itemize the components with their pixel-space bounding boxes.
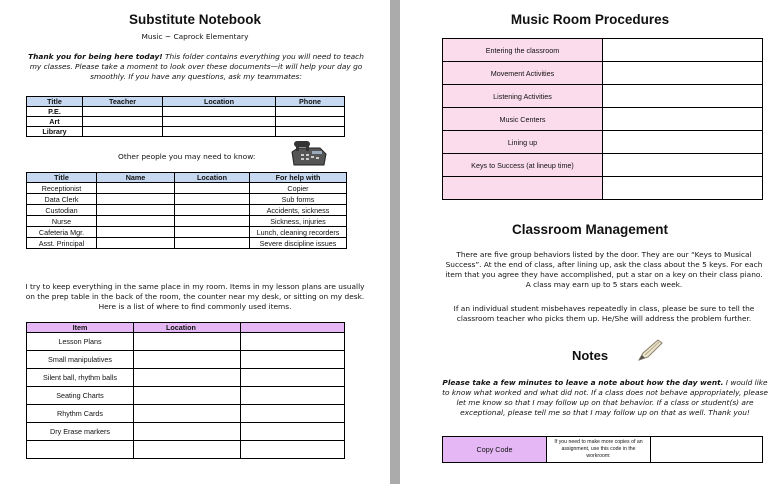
col-header-blank — [241, 323, 345, 333]
procedures-table — [442, 38, 763, 200]
cell[interactable] — [175, 238, 250, 249]
item-name: Seating Charts — [27, 387, 134, 405]
table-row — [443, 62, 763, 85]
row-title: Art — [27, 117, 83, 127]
row-title: Asst. Principal — [27, 238, 97, 249]
table-row — [27, 405, 345, 423]
col-header-title: Title — [27, 173, 97, 183]
cell[interactable] — [241, 369, 345, 387]
others-table — [26, 172, 347, 249]
procedure-label: Lining up — [443, 131, 603, 154]
notes-bold: Please take a few minutes to leave a note about how the day went. — [442, 378, 724, 387]
procedure-label: Movement Activities — [443, 62, 603, 85]
cell[interactable] — [241, 423, 345, 441]
table-row — [27, 333, 345, 351]
cell[interactable] — [134, 405, 241, 423]
copy-code-field[interactable] — [651, 437, 763, 463]
cell[interactable] — [175, 194, 250, 205]
col-header-item: Item — [27, 323, 134, 333]
col-header-location: Location — [134, 323, 241, 333]
row-help: Accidents, sickness — [250, 205, 347, 216]
cell[interactable] — [163, 127, 276, 137]
cell[interactable] — [83, 107, 163, 117]
table-row — [443, 108, 763, 131]
item-name: Rhythm Cards — [27, 405, 134, 423]
procedure-label: Listening Activities — [443, 85, 603, 108]
row-title: Nurse — [27, 216, 97, 227]
cell[interactable] — [241, 333, 345, 351]
cell[interactable] — [134, 441, 241, 459]
col-header-phone: Phone — [276, 97, 345, 107]
table-row — [27, 238, 347, 249]
cell[interactable] — [603, 177, 763, 200]
table-row — [443, 177, 763, 200]
table-row — [27, 369, 345, 387]
col-header-teacher: Teacher — [83, 97, 163, 107]
cell[interactable] — [241, 405, 345, 423]
management-title: Classroom Management — [511, 222, 669, 237]
cell[interactable] — [241, 441, 345, 459]
row-title: Library — [27, 127, 83, 137]
page-title: Substitute Notebook — [129, 12, 261, 27]
row-help: Severe discipline issues — [250, 238, 347, 249]
item-name — [27, 441, 134, 459]
table-row — [27, 441, 345, 459]
col-header-name: Name — [97, 173, 175, 183]
cell[interactable] — [97, 205, 175, 216]
table-row — [27, 227, 347, 238]
cell[interactable] — [276, 127, 345, 137]
notes-title: Notes — [571, 348, 609, 363]
table-row — [443, 39, 763, 62]
cell[interactable] — [603, 62, 763, 85]
col-header-location: Location — [175, 173, 250, 183]
cell[interactable] — [97, 216, 175, 227]
right-page — [400, 0, 780, 484]
cell[interactable] — [175, 216, 250, 227]
cell[interactable] — [175, 205, 250, 216]
cell[interactable] — [97, 183, 175, 194]
cell[interactable] — [134, 369, 241, 387]
copy-code-table — [442, 436, 763, 463]
row-title: Receptionist — [27, 183, 97, 194]
page-subtitle: Music ~ Caprock Elementary — [141, 32, 249, 41]
cell[interactable] — [603, 131, 763, 154]
cell[interactable] — [83, 117, 163, 127]
cell[interactable] — [276, 107, 345, 117]
items-paragraph: I try to keep everything in the same place in my room. Items in my lesson plans are usually on the prep table in the back of the room, the counter near my desk, or sitting on my desk. Here is a list of where to find commonly used items. — [25, 282, 365, 311]
cell[interactable] — [97, 194, 175, 205]
col-header-help: For help with — [250, 173, 347, 183]
row-title: Custodian — [27, 205, 97, 216]
cell[interactable] — [134, 333, 241, 351]
row-title: Cafeteria Mgr. — [27, 227, 97, 238]
desk-phone-icon — [288, 138, 328, 168]
cell[interactable] — [276, 117, 345, 127]
table-row — [443, 131, 763, 154]
row-help: Sickness, injuries — [250, 216, 347, 227]
table-row — [27, 183, 347, 194]
cell[interactable] — [603, 154, 763, 177]
cell[interactable] — [603, 39, 763, 62]
col-header-title: Title — [27, 97, 83, 107]
row-help: Lunch, cleaning recorders — [250, 227, 347, 238]
table-row — [27, 205, 347, 216]
table-row — [443, 154, 763, 177]
col-header-location: Location — [163, 97, 276, 107]
intro-rest: This folder contains everything you will need to teach my classes. Please take a moment to look over these documents—it will help your day go smoothly. If you have any questions, ask my teammates: — [29, 52, 364, 81]
notes-rest: I would like to know what worked and what did not. If a class does not behave appropriately, please let me know so that I may follow up on that behavior. If a class or student(s) are exceptional, please tell me so that I may follow up on that as well. Thank you! — [442, 378, 768, 417]
cell[interactable] — [603, 85, 763, 108]
intro-bold: Thank you for being here today! — [28, 52, 163, 61]
cell[interactable] — [163, 107, 276, 117]
procedure-label: Entering the classroom — [443, 39, 603, 62]
management-paragraph-2: If an individual student misbehaves repeatedly in class, please be sure to tell the classroom teacher who picks them up. He/She will address the problem further. — [453, 304, 755, 323]
teammates-header-row — [27, 97, 345, 107]
table-row — [27, 117, 345, 127]
cell[interactable] — [97, 227, 175, 238]
cell[interactable] — [241, 387, 345, 405]
procedure-label: Keys to Success (at lineup time) — [443, 154, 603, 177]
cell[interactable] — [175, 227, 250, 238]
others-label: Other people you may need to know: — [118, 152, 256, 161]
table-row — [27, 194, 347, 205]
table-row — [443, 85, 763, 108]
table-row — [27, 107, 345, 117]
fountain-pen-icon — [636, 338, 664, 362]
cell[interactable] — [603, 108, 763, 131]
table-row — [27, 216, 347, 227]
copy-code-label: Copy Code — [443, 437, 547, 463]
procedures-title: Music Room Procedures — [510, 12, 670, 27]
items-header-row — [27, 323, 345, 333]
item-name: Silent ball, rhythm balls — [27, 369, 134, 387]
table-row — [27, 387, 345, 405]
teammates-table — [26, 96, 345, 137]
cell[interactable] — [241, 351, 345, 369]
cell[interactable] — [134, 387, 241, 405]
table-row — [27, 127, 345, 137]
procedure-label — [443, 177, 603, 200]
row-help: Sub forms — [250, 194, 347, 205]
notes-paragraph — [440, 378, 770, 418]
cell[interactable] — [163, 117, 276, 127]
table-row — [443, 437, 763, 463]
intro-paragraph — [26, 52, 366, 82]
procedure-label: Music Centers — [443, 108, 603, 131]
item-name: Small manipulatives — [27, 351, 134, 369]
item-name: Dry Erase markers — [27, 423, 134, 441]
row-help: Copier — [250, 183, 347, 194]
cell[interactable] — [134, 351, 241, 369]
copy-code-note: If you need to make more copies of an assignment, use this code in the workroom: — [547, 437, 651, 463]
cell[interactable] — [175, 183, 250, 194]
table-row — [27, 351, 345, 369]
cell[interactable] — [97, 238, 175, 249]
table-row — [27, 423, 345, 441]
item-name: Lesson Plans — [27, 333, 134, 351]
cell[interactable] — [83, 127, 163, 137]
row-title: P.E. — [27, 107, 83, 117]
cell[interactable] — [134, 423, 241, 441]
management-paragraph-1: There are five group behaviors listed by the door. They are our “Keys to Musical Success”. At the end of class, after lining up, ask the class about the 5 keys. For each item that you agree they have accomplished, put a star on a key on their class piano. A class may earn up to 5 stars each week. — [445, 250, 763, 289]
others-header-row — [27, 173, 347, 183]
row-title: Data Clerk — [27, 194, 97, 205]
items-table — [26, 322, 345, 459]
